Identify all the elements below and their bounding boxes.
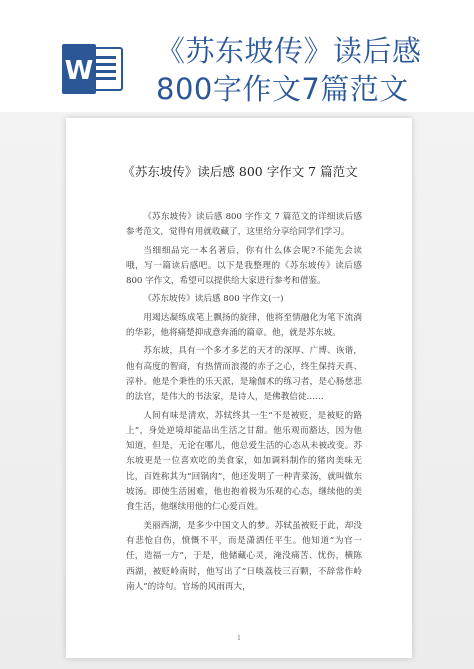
paragraph: 人间有味是清欢，苏轼终其一生“不是被贬，是被贬的路上”，身处逆境却能品出生活之甘甜。他乐观而豁达，因为他知道，但是，无论在哪儿，他总爱生活的心态从未被改变。苏东坡更是一位喜欢吃的美食家，如加调料制作的猪肉美味无比，百姓称其为“回锅肉”，他还发明了一种青菜汤，就叫做东坡汤。即使生活困难，他也抱着极为乐观的心态，继续他的美食生活，他继续用他的仁心爱百姓。 [126,410,362,513]
paragraph: 《苏东坡传》读后感 800 字作文 7 篇范文的详细读后感参考范文，觉得有用就收藏了，这里给分享给同学们学习。 [126,212,362,238]
document-body [126,210,362,598]
section-heading: 《苏东坡传》读后感 800 字作文(一) [143,294,284,305]
word-logo-letter: W [64,56,94,86]
header-banner [0,0,474,120]
page-number: 1 [237,635,241,642]
document-page [66,118,412,658]
paragraph: 美丽西湖，是多少中国文人的梦。苏轼虽被贬于此，却没有悲怆自伤，愤慨不平，而是潇洒任平生。他知道“为官一任，造福一方”，于是，他储藏心灵，淹没痛苦、忧伤，横陈西湖，被贬岭南时，他写出了“日啖荔枝三百颗，不辞常作岭南人”的诗句。官场的风雨再大， [126,520,362,592]
paragraph: 当细细品完一本名著后，你有什么体会呢?不能先会读哦，写一篇读后感吧。以下是我整理的《苏东坡传》读后感 800 字作文，希望可以提供给大家进行参考和借鉴。 [126,245,362,287]
document-title: 《苏东坡传》读后感 800 字作文 7 篇范文 [122,164,358,179]
banner-title: 《苏东坡传》读后感800字作文7篇范文 [156,34,422,106]
paragraph: 苏东坡，具有一个多才多艺的天才的深厚、广博、诙谐，他有高度的智商，有热情而浪漫的赤子之心，终生保持天真、淳朴。他是个秉性的乐天派，是瑜伽术的练习者，是心肠慈悲的法官，是伟大的书法家，是诗人，是佛教信徒…… [126,346,362,403]
paragraph: 用竭达凝练成笔上飘扬的旋律，他将至情融化为笔下流淌的华彩，他将痛楚抑成意奔涌的篇章。他，就是苏东坡。 [126,312,362,339]
word-doc-icon [62,44,124,94]
